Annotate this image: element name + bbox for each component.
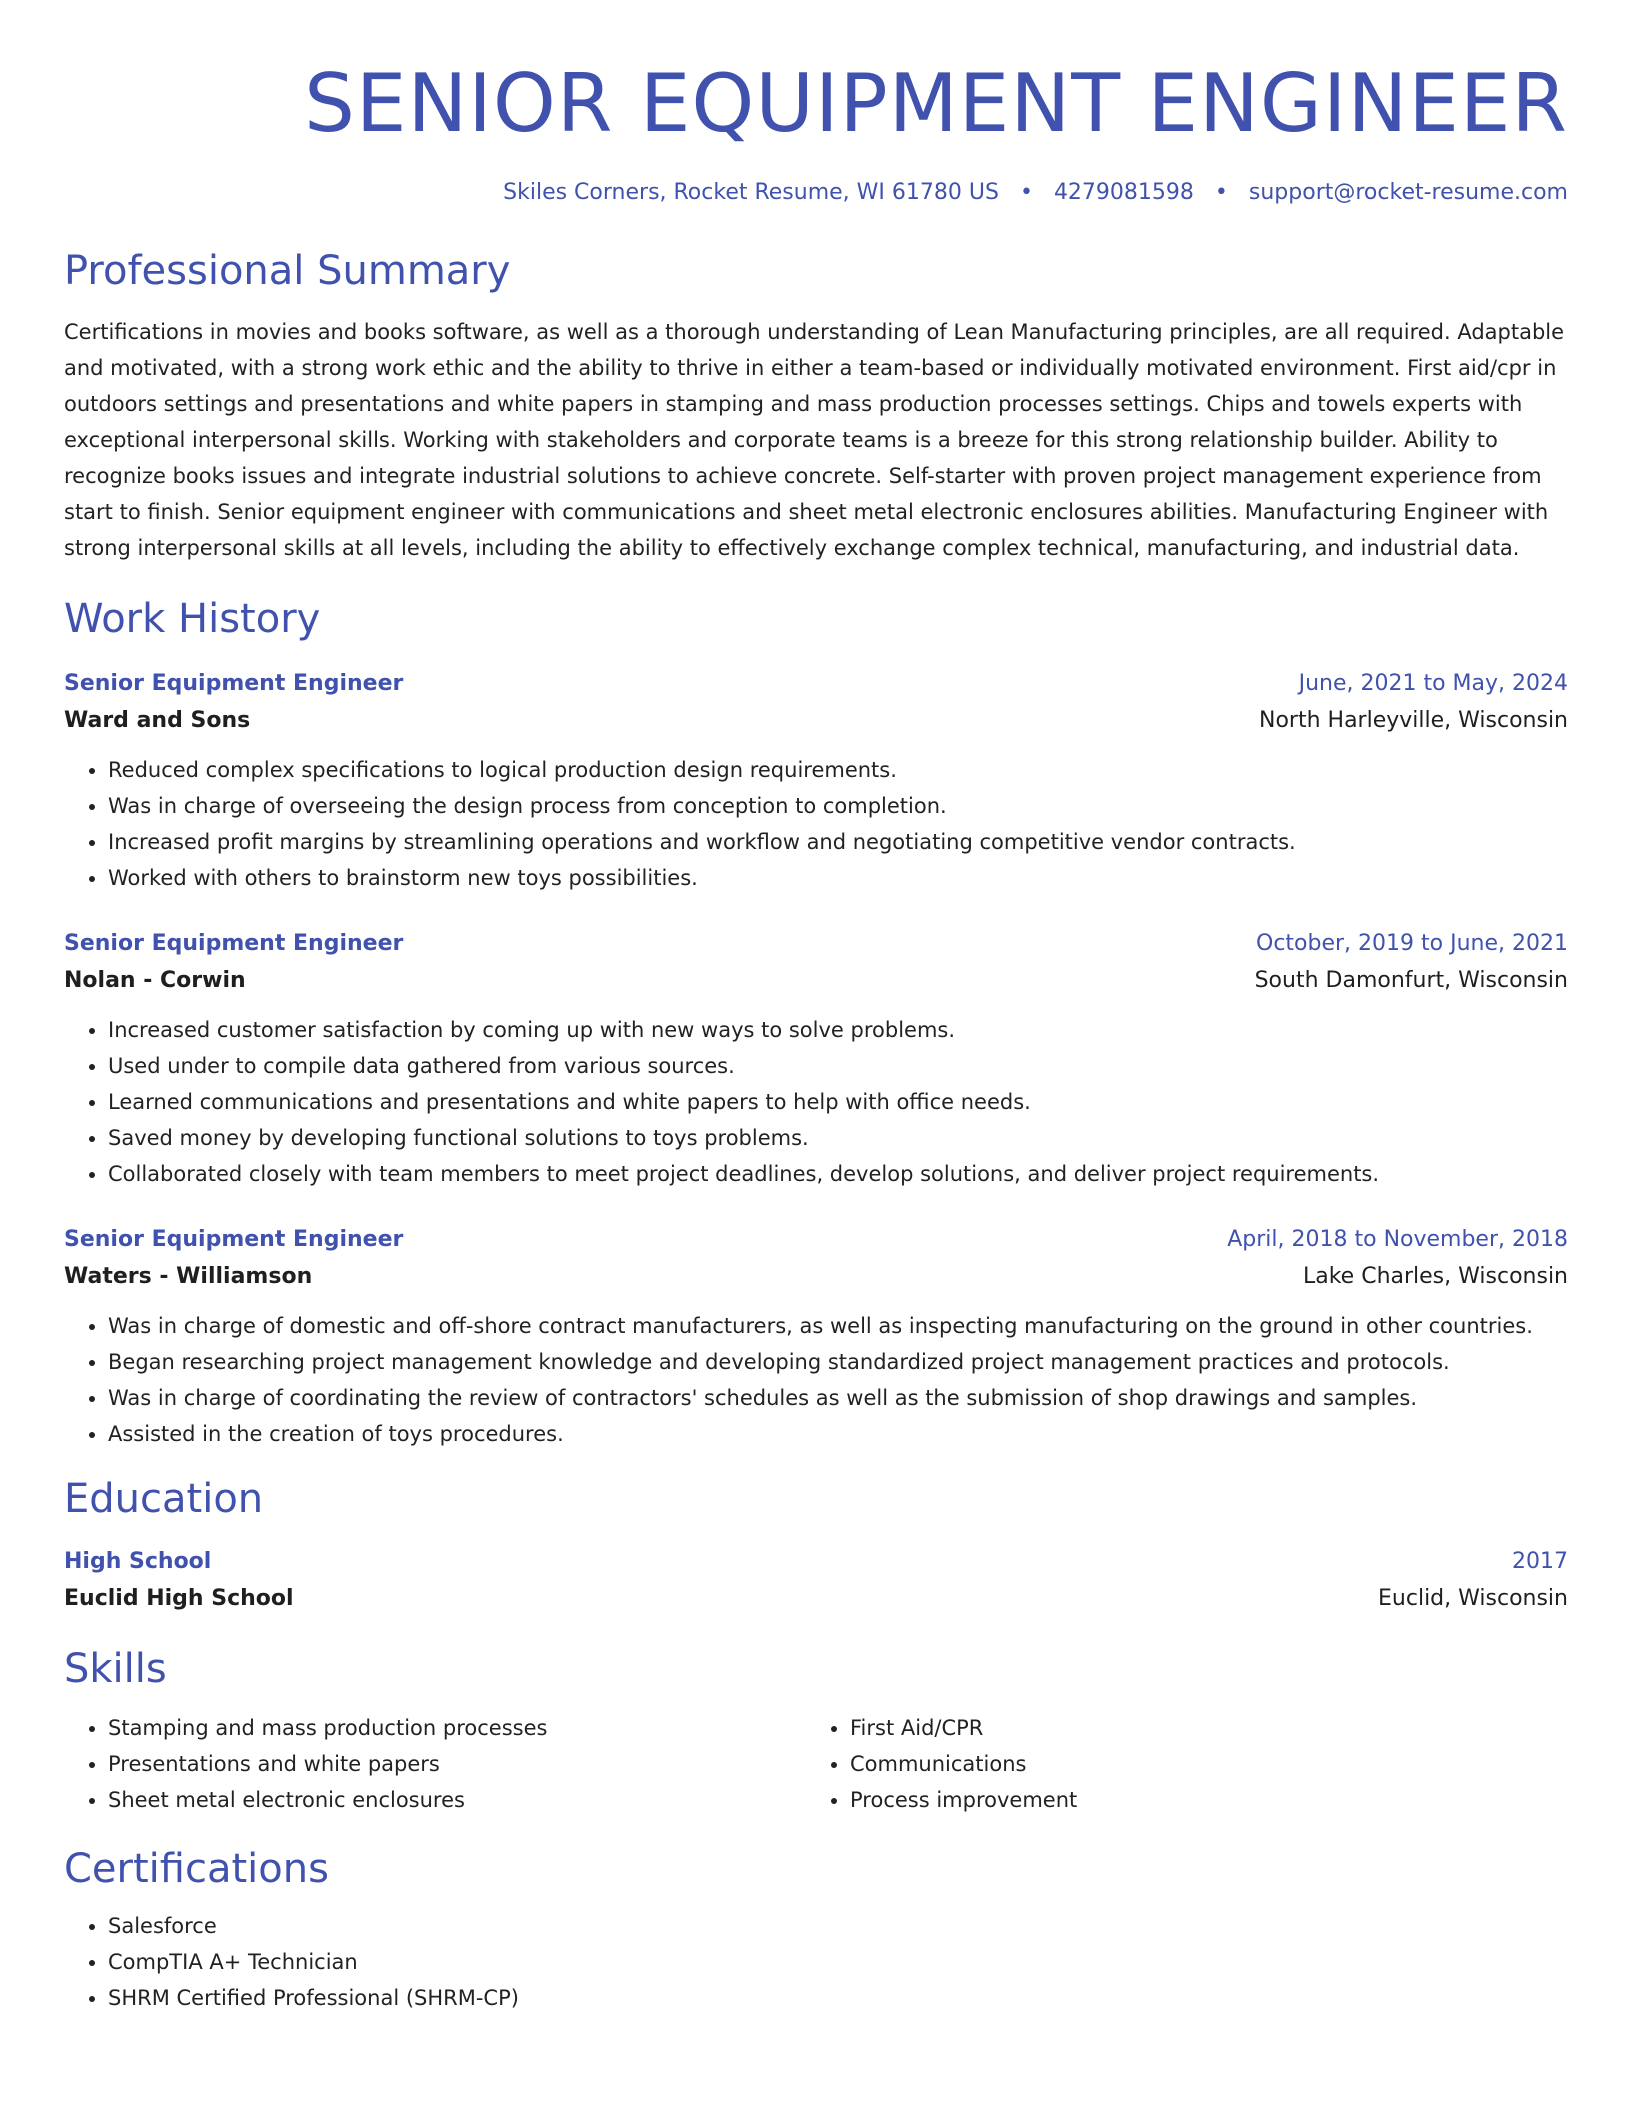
skill-item: • First Aid/CPR <box>850 1710 1548 1746</box>
skill-item: • Stamping and mass production processes <box>108 1710 806 1746</box>
contact-email: support@rocket-resume.com <box>1248 180 1568 205</box>
education-year: 2017 <box>1512 1549 1568 1574</box>
job-bullets <box>64 1308 1568 1452</box>
job-bullet: • Collaborated closely with team members to meet project deadlines, develop solutions, and deliver project requirements. <box>108 1156 1568 1192</box>
job-bullet: • Began researching project management knowledge and developing standardized project management practices and protocols. <box>108 1344 1568 1380</box>
job-bullet: • Was in charge of overseeing the design process from conception to completion. <box>108 788 1568 824</box>
skill-item: • Communications <box>850 1746 1548 1782</box>
skill-item: • Sheet metal electronic enclosures <box>108 1782 806 1818</box>
job-bullet: • Was in charge of domestic and off-shore contract manufacturers, as well as inspecting manufacturing on the ground in other countries. <box>108 1308 1568 1344</box>
job-bullet: • Learned communications and presentations and white papers to help with office needs. <box>108 1084 1568 1120</box>
job-bullet: • Increased profit margins by streamlining operations and workflow and negotiating competitive vendor contracts. <box>108 824 1568 860</box>
summary-heading: Professional Summary <box>64 248 511 294</box>
contact-address: Skiles Corners, Rocket Resume, WI 61780 US <box>503 180 999 205</box>
contact-phone: 4279081598 <box>1053 180 1194 205</box>
contact-line <box>64 178 1568 208</box>
job-bullet: • Saved money by developing functional solutions to toys problems. <box>108 1120 1568 1156</box>
job-location: Lake Charles, Wisconsin <box>1302 1264 1568 1289</box>
certification-item: • CompTIA A+ Technician <box>108 1944 1568 1980</box>
job-bullet: • Used under to compile data gathered from various sources. <box>108 1048 1568 1084</box>
skills-list-left <box>64 1710 806 1818</box>
work-history-section <box>64 594 1568 1452</box>
job-bullet: • Reduced complex specifications to logical production design requirements. <box>108 752 1568 788</box>
job-bullet: • Was in charge of coordinating the review of contractors' schedules as well as the submission of shop drawings and samples. <box>108 1380 1568 1416</box>
job-title: Senior Equipment Engineer <box>64 1227 404 1252</box>
summary-text: Certifications in movies and books software, as well as a thorough understanding of Lean Manufacturing principles, are all required. Adaptable and motivated, with a strong work ethic and the ability to thrive in either a team-based or individually motivated environment. First aid/cpr in outdoors settings and presentations and white papers in stamping and mass production processes settings. Chips and towels experts with exceptional interpersonal skills. Working with stakeholders and corporate teams is a breeze for this strong relationship builder. Ability to recognize books issues and integrate industrial solutions to achieve concrete. Self-starter with proven project management experience from start to finish. Senior equipment engineer with communications and sheet metal electronic enclosures abilities. Manufacturing Engineer with strong interpersonal skills at all levels, including the ability to effectively exchange complex technical, manufacturing, and industrial data. <box>64 320 1565 560</box>
skill-item: • Process improvement <box>850 1782 1548 1818</box>
certification-item: • Salesforce <box>108 1908 1568 1944</box>
contact-separator: • <box>1214 180 1228 205</box>
resume-page <box>64 0 1568 2016</box>
skills-heading: Skills <box>64 1646 167 1692</box>
job-bullet: • Increased customer satisfaction by coming up with new ways to solve problems. <box>108 1012 1568 1048</box>
certifications-heading: Certifications <box>64 1846 329 1892</box>
skills-list-right <box>806 1710 1548 1818</box>
certifications-section <box>64 1844 1568 2016</box>
job-entry <box>64 926 1568 1192</box>
education-degree: High School <box>64 1549 212 1574</box>
education-heading: Education <box>64 1476 264 1522</box>
education-school: Euclid High School <box>64 1586 294 1611</box>
job-bullet: • Assisted in the creation of toys procedures. <box>108 1416 1568 1452</box>
work-history-heading: Work History <box>64 596 321 642</box>
job-entry <box>64 666 1568 896</box>
education-section <box>64 1474 1568 1618</box>
resume-header <box>64 56 1568 208</box>
resume-name: SENIOR EQUIPMENT ENGINEER <box>304 57 1568 150</box>
job-title: Senior Equipment Engineer <box>64 671 404 696</box>
job-dates: June, 2021 to May, 2024 <box>1298 671 1568 696</box>
skill-item: • Presentations and white papers <box>108 1746 806 1782</box>
job-entry <box>64 1222 1568 1452</box>
job-company: Waters - Williamson <box>64 1264 313 1289</box>
job-bullets <box>64 1012 1568 1192</box>
skills-section <box>64 1644 1568 1818</box>
certifications-list <box>64 1908 1568 2016</box>
job-location: North Harleyville, Wisconsin <box>1259 708 1568 733</box>
job-title: Senior Equipment Engineer <box>64 931 404 956</box>
job-bullets <box>64 752 1568 896</box>
summary-section <box>64 246 1568 566</box>
job-location: South Damonfurt, Wisconsin <box>1254 968 1568 993</box>
contact-separator: • <box>1019 180 1033 205</box>
job-dates: April, 2018 to November, 2018 <box>1227 1227 1568 1252</box>
education-entry <box>64 1544 1568 1618</box>
certification-item: • SHRM Certified Professional (SHRM-CP) <box>108 1980 1568 2016</box>
job-company: Ward and Sons <box>64 708 251 733</box>
education-location: Euclid, Wisconsin <box>1378 1586 1568 1611</box>
job-dates: October, 2019 to June, 2021 <box>1256 931 1568 956</box>
job-company: Nolan - Corwin <box>64 968 246 993</box>
job-bullet: • Worked with others to brainstorm new toys possibilities. <box>108 860 1568 896</box>
skills-grid <box>64 1710 1568 1818</box>
